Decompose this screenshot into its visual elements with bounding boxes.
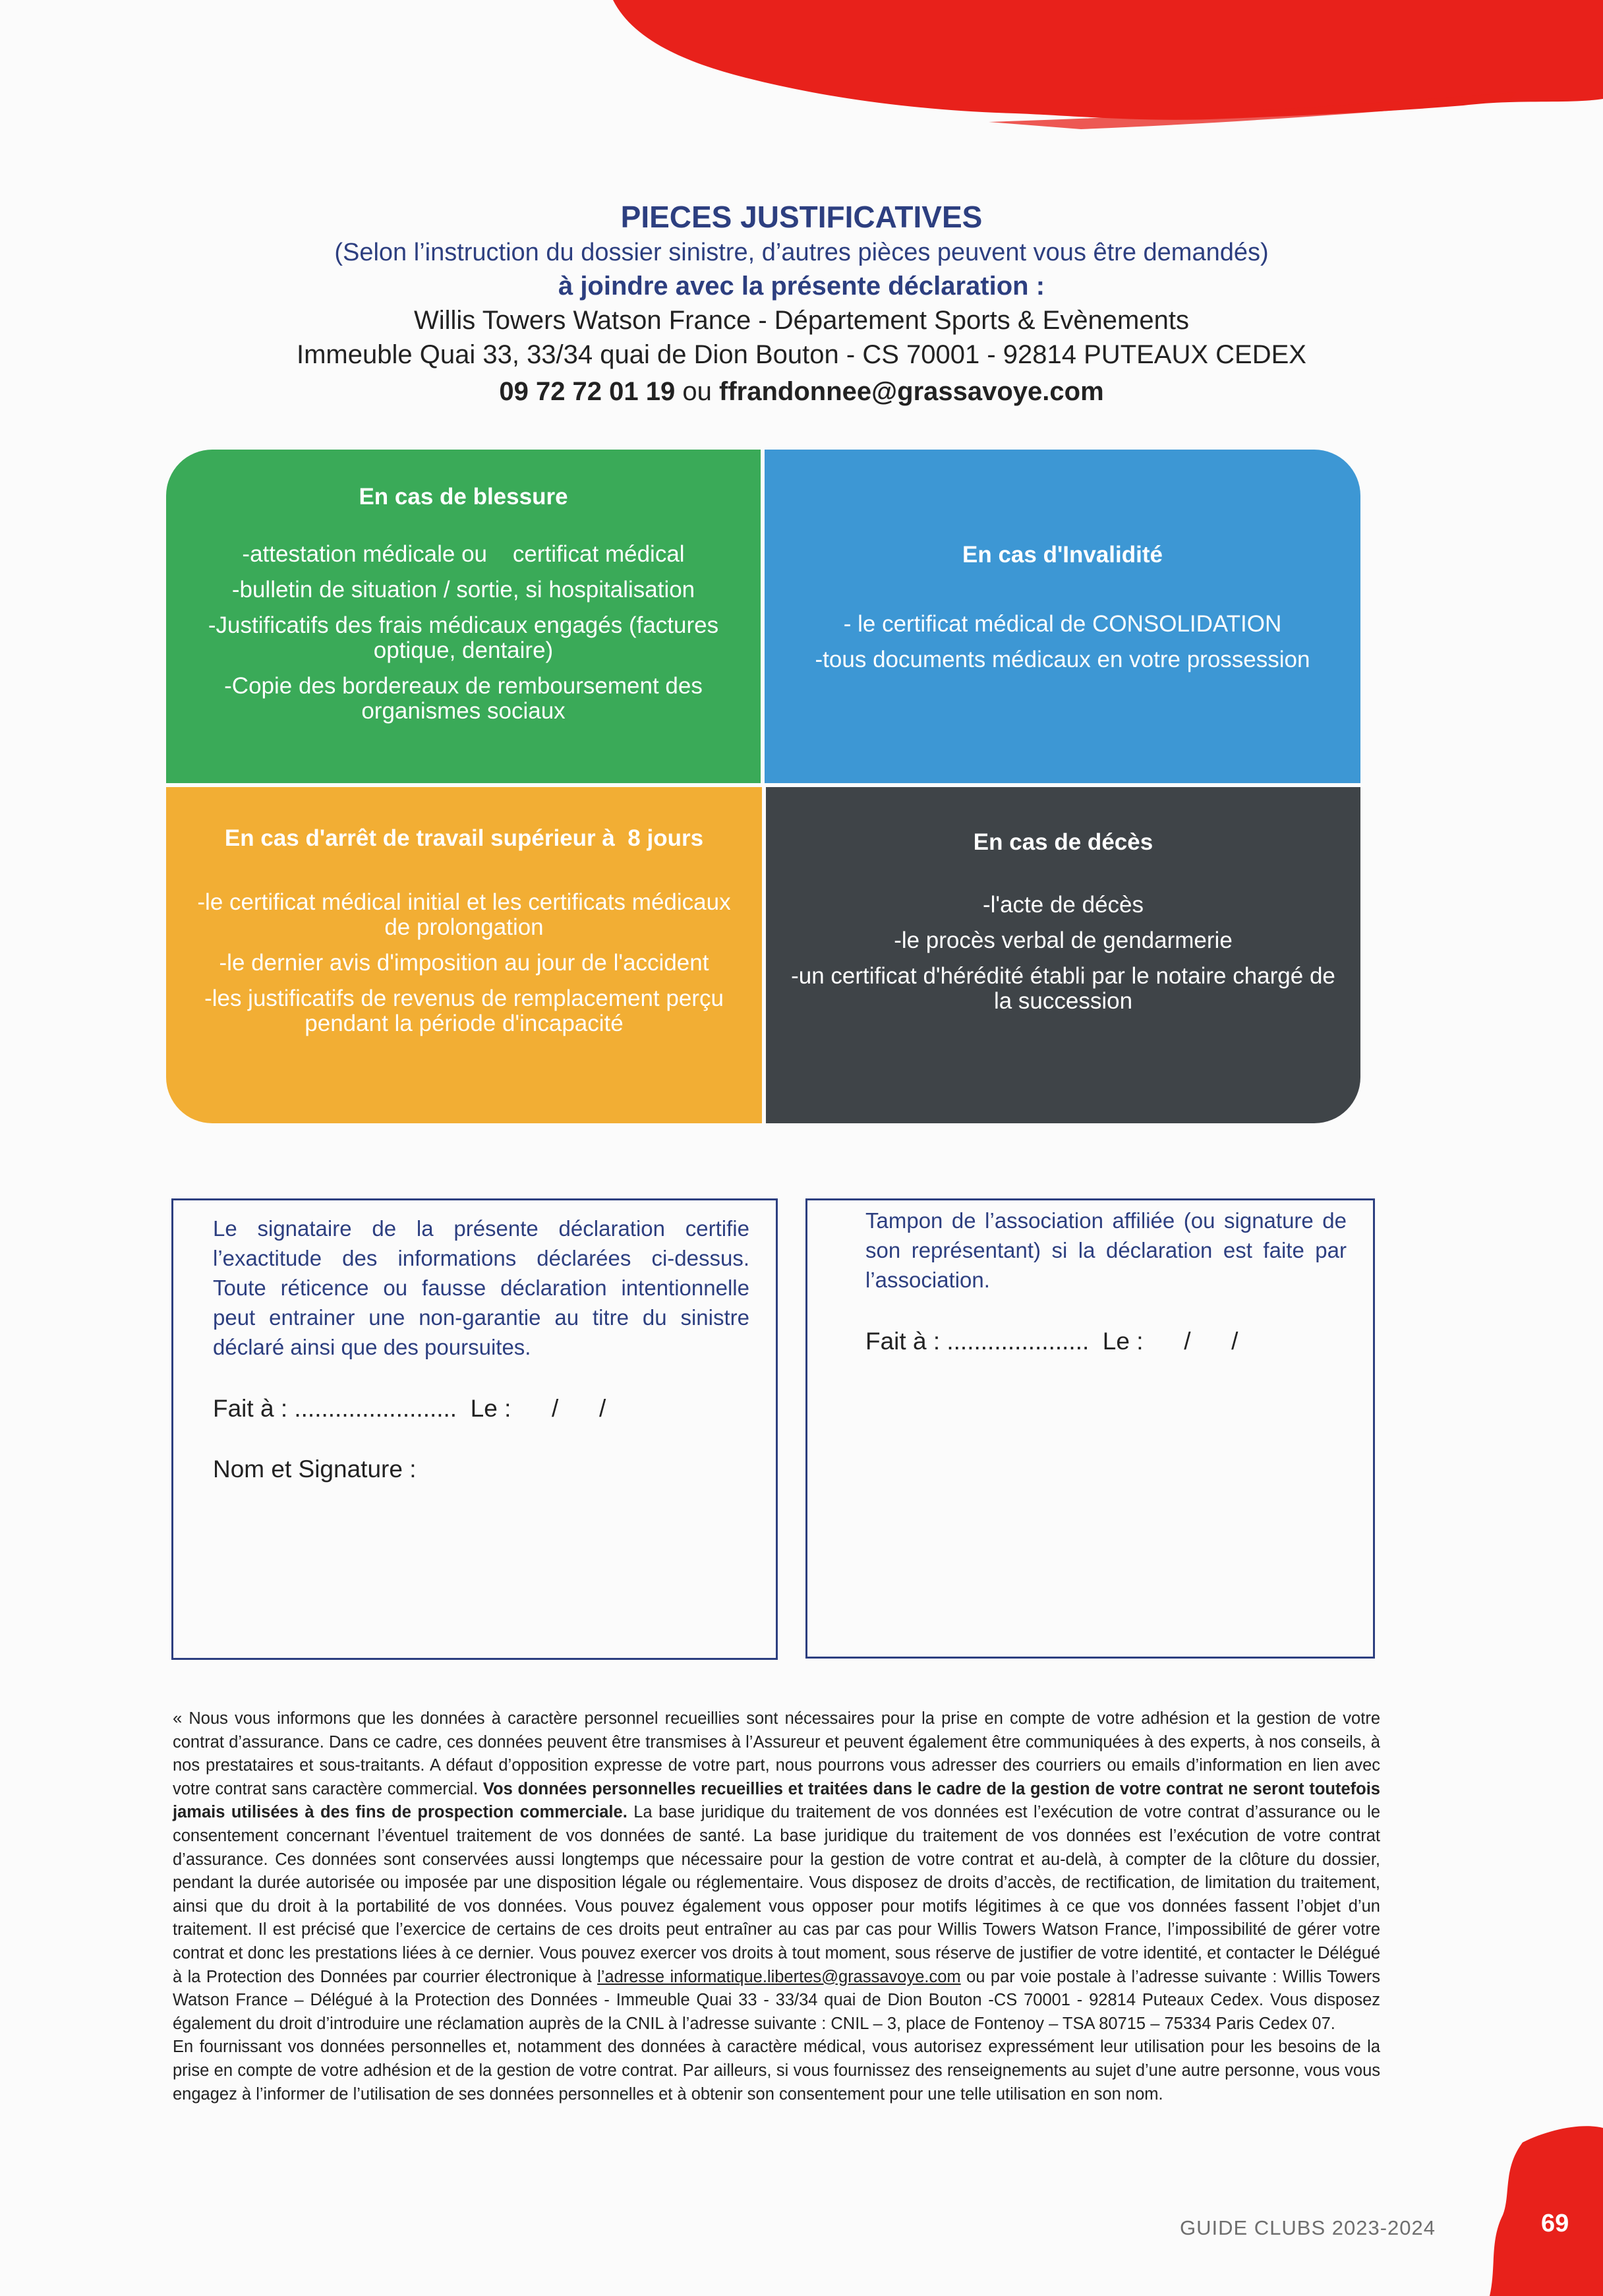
card-death-title: En cas de décès (973, 829, 1153, 855)
page-title: PIECES JUSTIFICATIVES (620, 200, 983, 234)
subtitle: (Selon l’instruction du dossier sinistre, d’autres pièces peuvent vous être demandés) (334, 239, 1269, 266)
contact-or: ou (682, 377, 712, 406)
legal-paragraph (173, 1707, 1380, 2036)
card-disability-title: En cas d'Invalidité (962, 542, 1163, 568)
list-item: -bulletin de situation / sortie, si hospitalisation (231, 577, 695, 603)
legal-text: ou par voie postale à l’adresse suivante : Willis Towers Watson France – Délégué à la Protection des Données - Immeuble Quai 33 - 33/34 quai de Dion Bouton -CS 70001 - 92814 Puteaux Cedex. Vous disposez également du droit d’introduire une réclamation auprès de la CNIL à l’adresse suivante : CNIL – 3, place de Fontenoy – TSA 80715 – 75334 Paris Cedex 07. (173, 1967, 1380, 2033)
list-item: -un certificat d'hérédité établi par le notaire chargé de la succession (791, 963, 1335, 1014)
list-item: -tous documents médicaux en votre prossession (815, 647, 1310, 672)
card-death (766, 787, 1360, 1123)
legal-bold-text: Vos données personnelles recueillies et traitées dans le cadre de la gestion de votre contrat ne seront toutefois jamais utilisées à des fins de prospection commerciale. (173, 1779, 1380, 1822)
fait-a-field[interactable]: Fait à : ..................... Le : / / (865, 1328, 1239, 1355)
documents-grid (166, 450, 1360, 1123)
join-heading: à joindre avec la présente déclaration : (558, 272, 1045, 301)
legal-notice (173, 1707, 1380, 2106)
phone-number: 09 72 72 01 19 (499, 377, 676, 406)
list-item: -Copie des bordereaux de remboursement des organismes sociaux (224, 673, 703, 724)
list-item: -attestation médicale ou certificat médical (242, 541, 685, 567)
email-link[interactable]: l’adresse informatique.libertes@grassavoye.com (597, 1967, 961, 1986)
company-name: Willis Towers Watson France - Département Sports & Evènements (414, 306, 1189, 335)
list-item: -l'acte de décès (982, 892, 1144, 918)
fait-a-field[interactable]: Fait à : ........................ Le : / / (213, 1395, 606, 1422)
stamp-text: Tampon de l’association affiliée (ou signature de son représentant) si la déclaration est faite par l’association. (865, 1208, 1347, 1292)
footer-guide-label: GUIDE CLUBS 2023-2024 (1180, 2216, 1436, 2239)
card-sick-leave (166, 787, 762, 1123)
legal-paragraph: En fournissant vos données personnelles et, notamment des données à caractère médical, vous autorisez expressément leur utilisation pour les besoins de la prise en compte de votre adhésion et de la gestion de votre contrat. Par ailleurs, si vous fournissez des renseignements au sujet d’une autre personne, vous vous engagez à l’informer de l’utilisation de ses données personnelles et à obtenir son consentement pour une telle utilisation en son nom. (173, 2038, 1380, 2104)
card-injury (166, 450, 761, 783)
list-item: -le dernier avis d'imposition au jour de l'accident (219, 950, 709, 976)
card-disability (765, 450, 1360, 783)
list-item: -Justificatifs des frais médicaux engagés (factures optique, dentaire) (208, 612, 719, 663)
name-signature-label: Nom et Signature : (213, 1456, 417, 1483)
card-injury-title: En cas de blessure (359, 484, 568, 510)
list-item: - le certificat médical de CONSOLIDATION (843, 611, 1282, 637)
contact-line (0, 372, 1603, 411)
header (0, 198, 1603, 411)
stamp-box[interactable] (805, 1198, 1375, 1659)
company-address: Immeuble Quai 33, 33/34 quai de Dion Bouton - CS 70001 - 92814 PUTEAUX CEDEX (297, 340, 1306, 369)
legal-text: La base juridique du traitement de vos données est l’exécution de votre contrat d’assurance ou le consentement concernant l’éventuel traitement de vos données de santé. La base juridique du traitement de vos données est l’exécution de votre contrat d’assurance. Ces données sont conservées aussi longtemps que nécessaire pour la gestion de votre contrat et au-delà, à compter de la clôture du dossier, pendant la durée autorisée ou imposée par une disposition légale ou réglementaire. Vous disposez de droits d’accès, de rectification, de limitation du traitement, ainsi que du droit à la portabilité de vos données. Vous pouvez également vous opposer pour motifs légitimes à ce que vos données fassent l’objet d’un traitement. Il est précisé que l’exercice de certains de ces droits peut entraîner au cas par cas pour Willis Towers Watson France, l’impossibilité de gérer votre contrat et donc les prestations liées à ce dernier. Vous pouvez exercer vos droits à tout moment, sous réserve de justifier de votre identité, et contacter le Délégué à la Protection des Données par courrier électronique à (173, 1803, 1381, 1986)
list-item: -les justificatifs de revenus de remplacement perçu pendant la période d'incapacité (204, 986, 724, 1036)
certification-text: Le signataire de la présente déclaration certifie l’exactitude des informations déclarées ci-dessus. Toute réticence ou fausse déclaration intentionnelle peut entrainer une non-garantie au titre du sinistre déclaré ainsi que des poursuites. (213, 1216, 749, 1359)
list-item: -le certificat médical initial et les certificats médicaux de prolongation (197, 889, 731, 940)
red-brush-bottom (1476, 2123, 1603, 2296)
legal-text: « Nous vous informons que les données à caractère personnel recueillies sont nécessaires pour la prise en compte de votre adhésion et la gestion de votre contrat d’assurance. Dans ce cadre, ces données peuvent être transmises à l’Assureur et peuvent également être communiquées à des experts, à nos conseils, à nos prestataires et sous-traitants. A défaut d’opposition expresse de votre part, nous pourrons vous adresser des courriers ou emails d’information en lien avec votre contrat sans caractère commercial. (173, 1709, 1380, 1798)
card-sick-leave-title: En cas d'arrêt de travail supérieur à 8 jours (224, 825, 704, 851)
signature-box[interactable] (171, 1198, 778, 1660)
red-brush-top (0, 0, 1603, 152)
page-number: 69 (1541, 2210, 1569, 2237)
email-link[interactable]: ffrandonnee@grassavoye.com (719, 377, 1104, 406)
list-item: -le procès verbal de gendarmerie (894, 927, 1233, 953)
